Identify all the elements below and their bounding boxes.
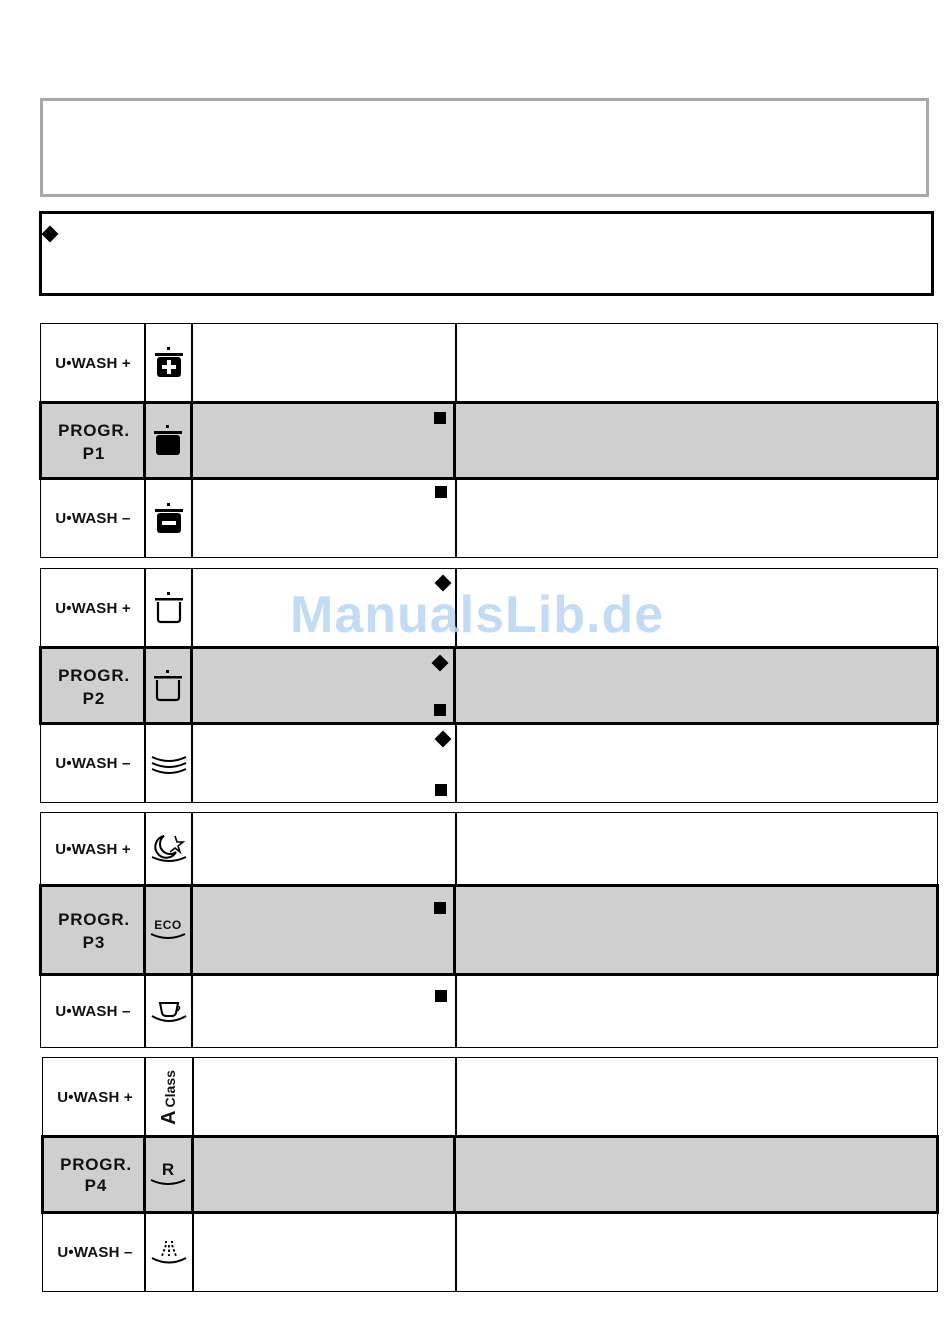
program-p2-label: P2 <box>82 688 106 708</box>
bullet-notice-box <box>39 211 934 296</box>
program-group-p1 <box>40 323 938 558</box>
square-marker-icon <box>435 784 447 796</box>
progr-label: PROGR. <box>60 1154 132 1174</box>
square-marker-icon <box>434 412 446 424</box>
program-p1-label: P1 <box>82 443 106 463</box>
uwash-plus-label: U•WASH + <box>55 354 131 372</box>
spray-icon <box>145 1214 193 1291</box>
progr-label: PROGR. <box>58 420 130 440</box>
pot-plus-icon <box>145 324 193 402</box>
diamond-bullet-icon <box>42 226 59 243</box>
uwash-minus-label: U•WASH – <box>55 755 131 772</box>
pot-minus-icon <box>145 480 193 557</box>
rinse-icon <box>144 1138 192 1211</box>
rinse-icon-text: R <box>161 1159 175 1179</box>
progr-label: PROGR. <box>58 910 130 929</box>
program-group-p3 <box>40 812 938 1048</box>
eco-icon <box>144 887 192 973</box>
watermark: ManualsLib.de <box>290 586 665 644</box>
eco-icon-text: ECO <box>154 918 182 932</box>
a-class-letter: A <box>157 1109 180 1125</box>
row-uwash-minus <box>43 1214 937 1291</box>
pot-outline-icon <box>145 569 193 647</box>
pot-filled-icon <box>144 404 192 477</box>
row-progr-p4 <box>41 1135 939 1214</box>
a-class-icon <box>145 1058 193 1136</box>
square-marker-icon <box>434 704 446 716</box>
diamond-marker-icon <box>435 731 452 748</box>
program-p3-label: P3 <box>82 933 106 952</box>
uwash-minus-label: U•WASH – <box>57 1244 133 1261</box>
uwash-plus-label: U•WASH + <box>55 840 131 858</box>
program-group-p4 <box>42 1057 938 1292</box>
row-uwash-minus <box>41 480 937 557</box>
diamond-marker-icon <box>432 655 449 672</box>
night-icon <box>145 813 193 885</box>
cup-icon <box>145 976 193 1047</box>
uwash-plus-label: U•WASH + <box>55 599 131 617</box>
program-p4-label: P4 <box>84 1175 108 1195</box>
row-progr-p1 <box>39 401 939 480</box>
row-uwash-minus <box>41 976 937 1047</box>
row-uwash-plus <box>43 1058 937 1136</box>
square-marker-icon <box>435 990 447 1002</box>
row-uwash-minus <box>41 725 937 802</box>
pot-outline-icon <box>144 649 192 722</box>
progr-label: PROGR. <box>58 665 130 685</box>
row-progr-p2 <box>39 646 939 725</box>
uwash-minus-label: U•WASH – <box>55 1003 131 1020</box>
waves-icon <box>145 725 193 802</box>
row-progr-p3 <box>39 884 939 976</box>
square-marker-icon <box>435 486 447 498</box>
uwash-minus-label: U•WASH – <box>55 510 131 527</box>
square-marker-icon <box>434 902 446 914</box>
row-uwash-plus <box>41 813 937 885</box>
empty-notice-box <box>40 98 929 197</box>
uwash-plus-label: U•WASH + <box>57 1088 133 1106</box>
row-uwash-plus <box>41 324 937 402</box>
a-class-word: Class <box>161 1069 178 1107</box>
